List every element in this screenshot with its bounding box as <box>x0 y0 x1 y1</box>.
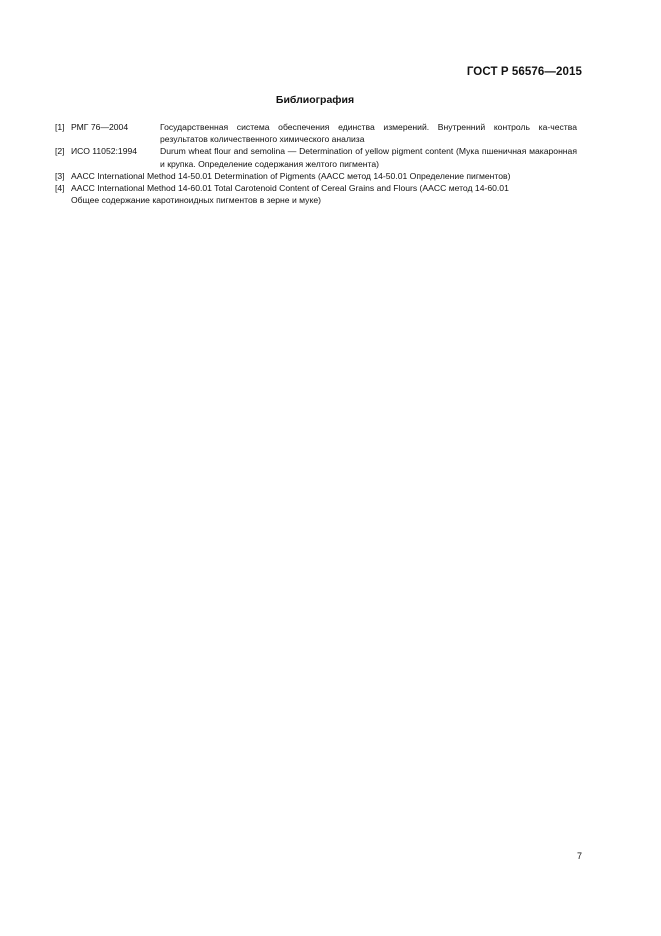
section-title: Библиография <box>275 94 355 106</box>
bibliography-entry <box>55 170 577 182</box>
entry-number: [4] <box>55 183 65 194</box>
entry-number: [3] <box>55 170 65 181</box>
entry-text-line-1: AACC International Method 14-60.01 Total Carotenoid Content of Cereal Grains and Flours (AACC метод 14-60.01 <box>71 183 509 194</box>
bibliography-entry <box>55 145 577 169</box>
page-number: 7 <box>576 851 582 861</box>
entry-description: Государственная система обеспечения единства измерений. Внутренний контроль ка-чества результатов количественного химического анализа <box>160 122 577 145</box>
entry-description: Durum wheat flour and semolina — Determination of yellow pigment content (Мука пшеничная макаронная и крупка. Определение содержания желтого пигмента) <box>160 146 577 169</box>
entry-reference: ИСО 11052:1994 <box>71 146 138 157</box>
document-code: ГОСТ Р 56576—2015 <box>466 66 582 78</box>
entry-number: [2] <box>55 146 65 157</box>
bibliography-entry <box>55 182 577 206</box>
bibliography-entry <box>55 121 577 145</box>
entry-number: [1] <box>55 122 65 132</box>
bibliography-list <box>55 121 577 206</box>
entry-text: AACC International Method 14-50.01 Determination of Pigments (AACC метод 14-50.01 Определение пигментов) <box>71 170 511 181</box>
entry-reference: РМГ 76—2004 <box>71 122 129 132</box>
entry-text-line-2: Общее содержание каротиноидных пигментов в зерне и муке) <box>71 195 321 206</box>
